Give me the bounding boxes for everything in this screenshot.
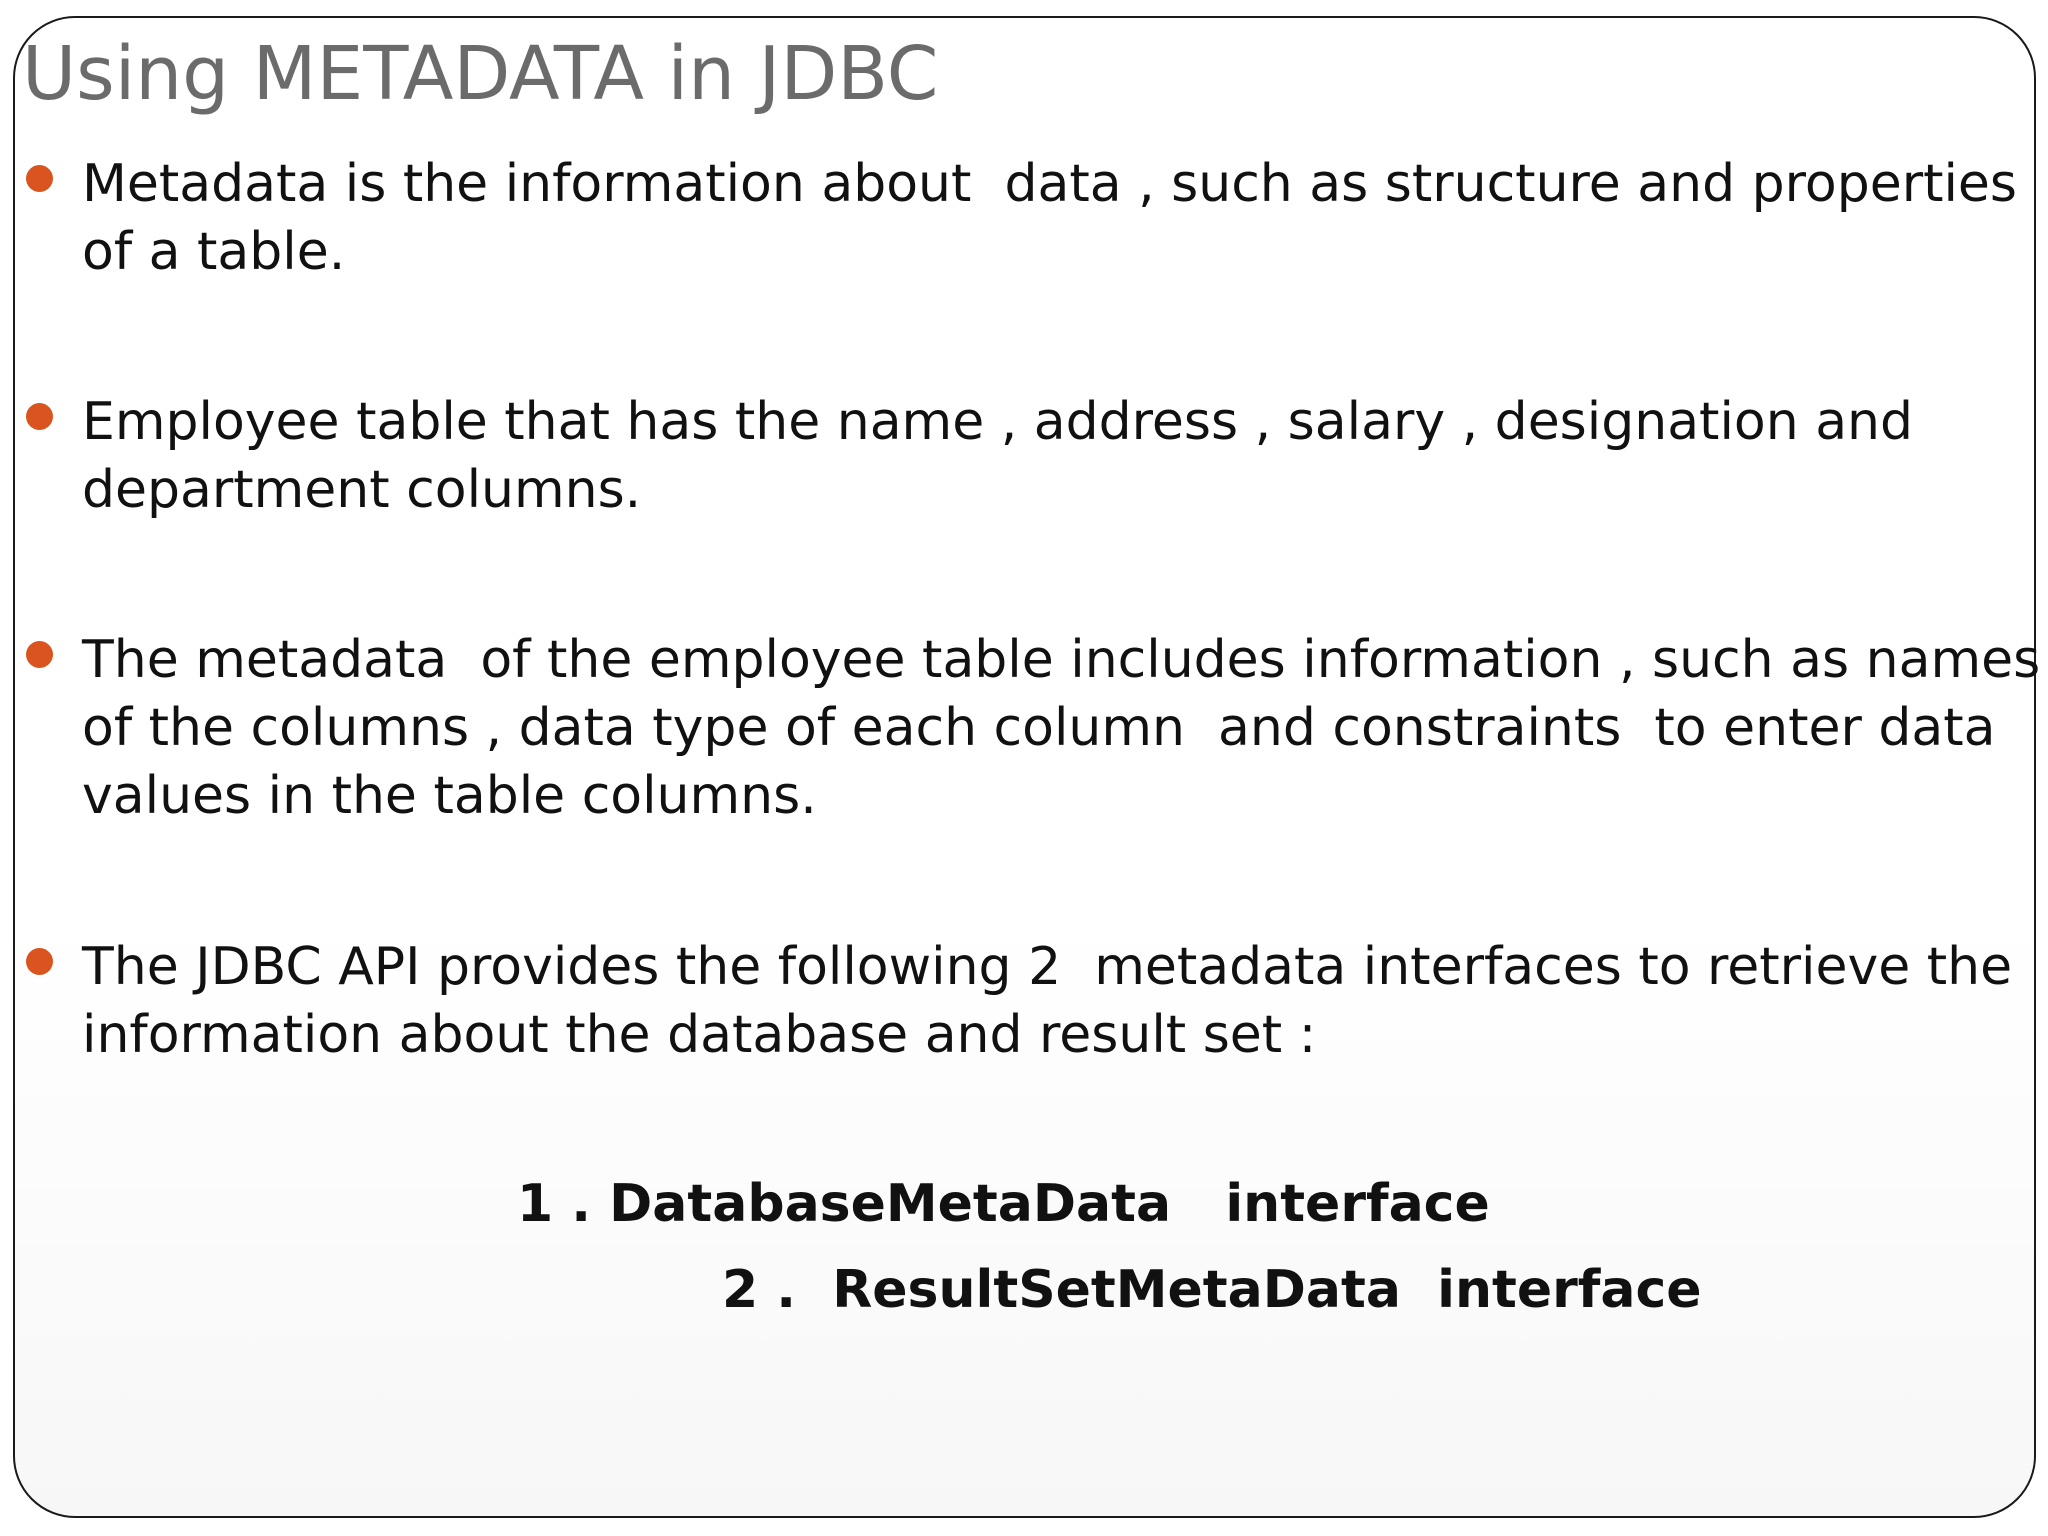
interface-item-database-metadata: 1 . DatabaseMetaData interface	[517, 1174, 1490, 1234]
bullet-line: Employee table that has the name , address , salary , designation and	[82, 392, 1914, 452]
bullet-line: of a table.	[82, 222, 346, 282]
interface-item-resultset-metadata: 2 . ResultSetMetaData interface	[722, 1260, 1702, 1320]
bullet-line: information about the database and result set :	[82, 1005, 1317, 1065]
bullet-text	[82, 626, 2042, 830]
bullet-dot-icon	[26, 948, 53, 975]
bullet-line: values in the table columns.	[82, 766, 817, 826]
bullet-line: Metadata is the information about data , such as structure and properties	[82, 154, 2017, 214]
bullet-line: of the columns , data type of each column and constraints to enter data	[82, 698, 1996, 758]
slide-title: Using METADATA in JDBC	[22, 31, 939, 117]
bullet-line: department columns.	[82, 460, 642, 520]
bullet-line: The metadata of the employee table includes information , such as names	[82, 630, 2041, 690]
bullet-dot-icon	[26, 403, 53, 430]
bullet-text	[82, 388, 2042, 524]
bullet-dot-icon	[26, 165, 53, 192]
bullet-line: The JDBC API provides the following 2 metadata interfaces to retrieve the	[82, 937, 2013, 997]
bullet-dot-icon	[26, 641, 53, 668]
bullet-text	[82, 933, 2042, 1069]
bullet-text	[82, 150, 2042, 286]
